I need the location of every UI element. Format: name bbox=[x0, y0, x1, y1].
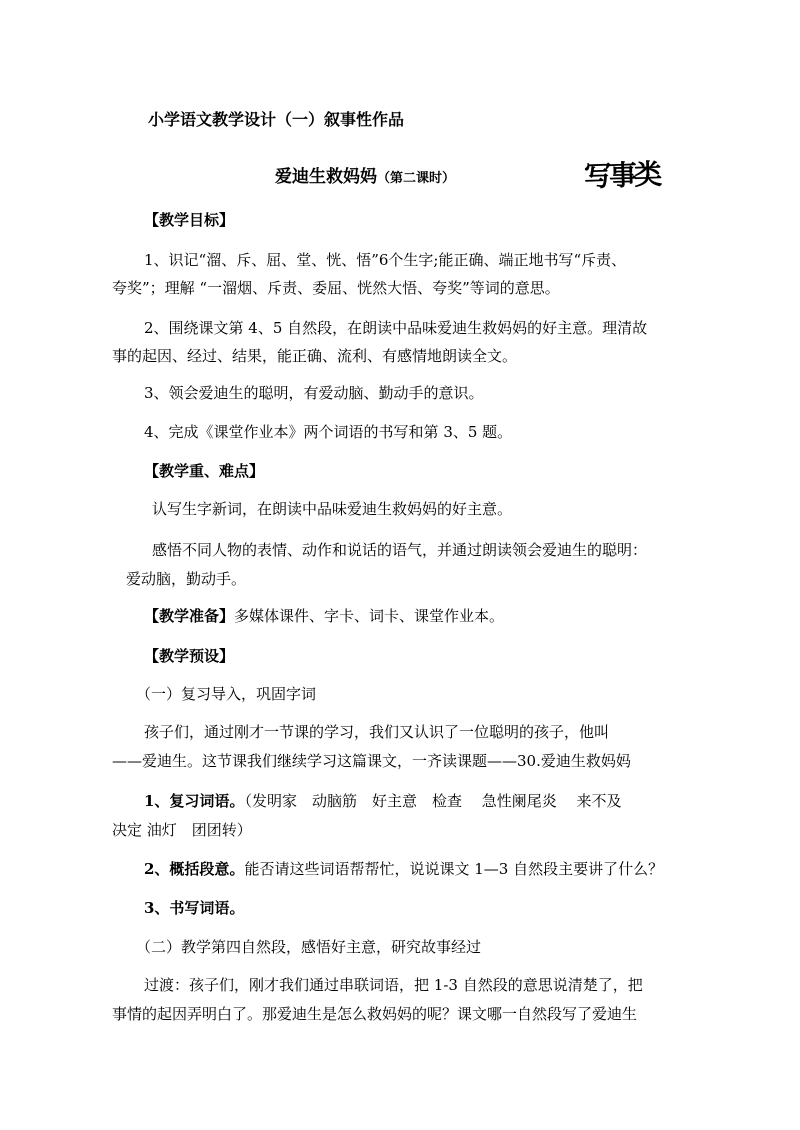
objective-line-1: 1、识记“溜、斥、屈、堂、恍、悟”6个生字;能正确、端正地书写“斥责、 bbox=[144, 251, 627, 269]
objective-line-5: 3、领会爱迪生的聪明，有爱动脑、勤动手的意识。 bbox=[144, 384, 484, 402]
key-point-line-1: 认写生字新词，在朗读中品味爱迪生救妈妈的好主意。 bbox=[152, 500, 513, 518]
presets-heading: 【教学预设】 bbox=[144, 647, 235, 665]
write-words-label: 3、书写词语。 bbox=[144, 899, 245, 917]
section2-line-2: 事情的起因弄明白了。那爱迪生是怎么救妈妈的呢？课文哪一自然段写了爱迪生 bbox=[112, 1005, 638, 1023]
genre-stamp: 写事类 bbox=[583, 157, 660, 194]
review-words-label: 1、复习词语。 bbox=[144, 792, 245, 810]
key-points-heading: 【教学重、难点】 bbox=[144, 462, 265, 480]
summary-line bbox=[144, 859, 663, 879]
section2-title: （二）教学第四自然段，感悟好主意，研究故事经过 bbox=[136, 938, 482, 956]
document-title: 小学语文教学设计（一）叙事性作品 bbox=[148, 110, 405, 129]
objective-line-3: 2、围绕课文第 4、5 自然段，在朗读中品味爱迪生救妈妈的好主意。理清故 bbox=[144, 319, 648, 337]
preparation-line bbox=[144, 606, 504, 626]
key-point-line-3: 爱动脑，勤动手。 bbox=[126, 570, 247, 588]
lesson-subtitle: （第二课时） bbox=[377, 171, 456, 186]
section1-intro-line-1: 孩子们，通过刚才一节课的学习，我们又认识了一位聪明的孩子，他叫 bbox=[144, 723, 610, 741]
review-words-line bbox=[144, 791, 622, 811]
preparation-text: 多媒体课件、字卡、词卡、课堂作业本。 bbox=[234, 607, 505, 625]
lesson-title-text: 爱迪生救妈妈 bbox=[275, 167, 377, 187]
section2-line-1: 过渡：孩子们，刚才我们通过串联词语，把 1-3 自然段的意思说清楚了，把 bbox=[144, 976, 643, 994]
lesson-title bbox=[275, 162, 455, 187]
summary-text: 能否请这些词语帮帮忙，说说课文 1—3 自然段主要讲了什么？ bbox=[244, 860, 664, 878]
objective-line-6: 4、完成《课堂作业本》两个词语的书写和第 3、5 题。 bbox=[144, 423, 513, 441]
review-words-text: （发明家 动脑筋 好主意 检查 急性阑尾炎 来不及 bbox=[244, 792, 622, 810]
objectives-heading: 【教学目标】 bbox=[144, 211, 235, 229]
summary-label: 2、概括段意。 bbox=[144, 860, 245, 878]
key-point-line-2: 感悟不同人物的表情、动作和说话的语气，并通过朗读领会爱迪生的聪明： bbox=[152, 541, 648, 559]
section1-intro-line-2: ——爱迪生。这节课我们继续学习这篇课文，一齐读课题——30.爱迪生救妈妈 bbox=[112, 752, 631, 770]
objective-line-4: 事的起因、经过、结果，能正确、流利、有感情地朗读全文。 bbox=[112, 347, 518, 365]
section1-title: （一）复习导入，巩固字词 bbox=[136, 685, 317, 703]
preparation-heading: 【教学准备】 bbox=[144, 607, 235, 625]
review-words-cont: 决定 油灯 团团转） bbox=[112, 821, 252, 839]
objective-line-2: 夸奖”；理解 “一溜烟、斥责、委屈、恍然大悟、夸奖”等词的意思。 bbox=[112, 279, 560, 297]
